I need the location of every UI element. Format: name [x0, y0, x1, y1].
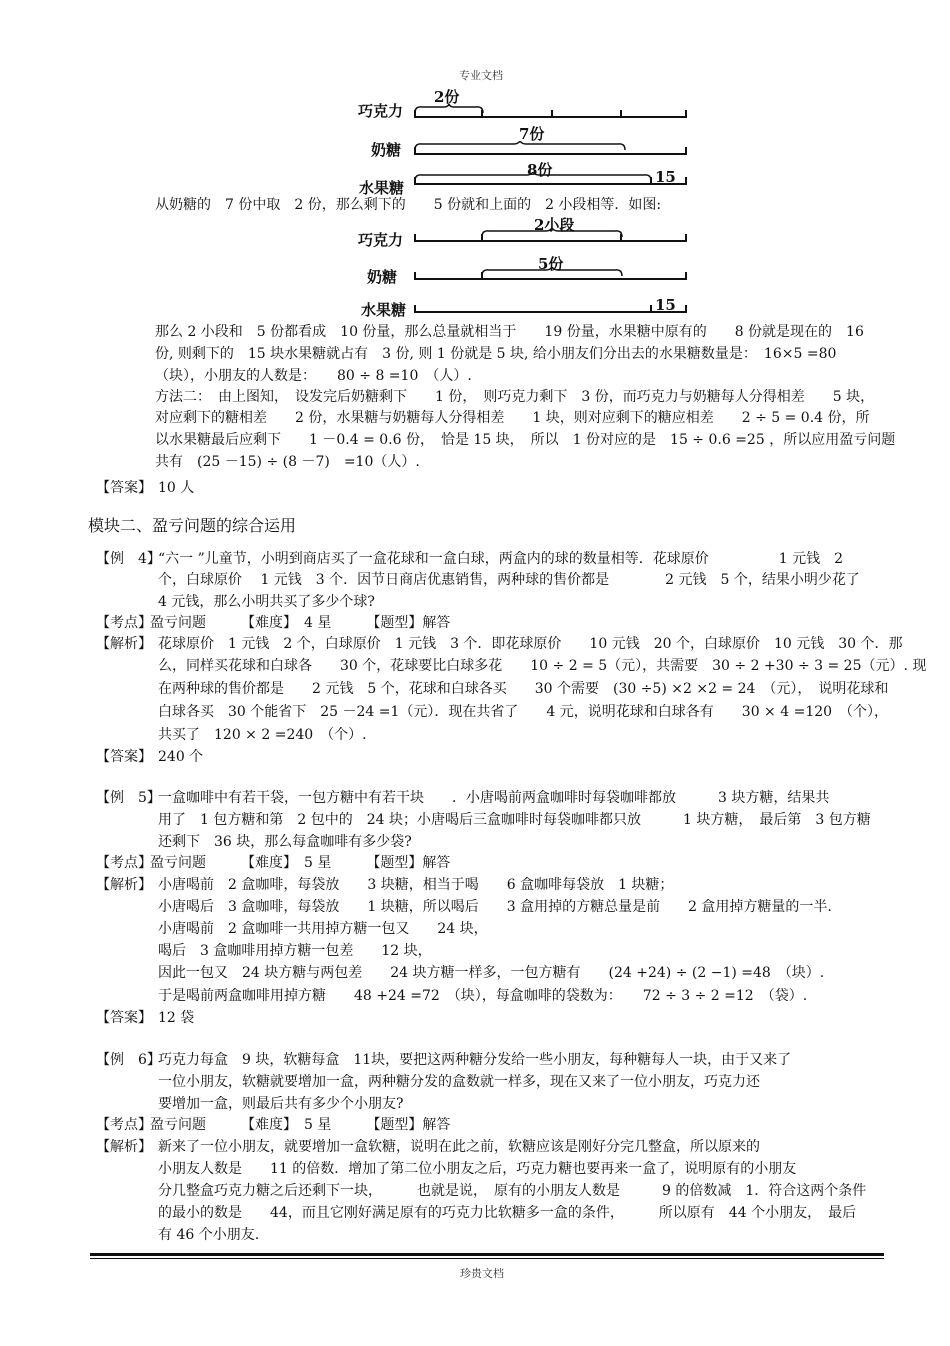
- example4-question-line: “六一 ”儿童节，小明到商店买了一盒花球和一盒白球，两盒内的球的数量相等．花球原价 1 元钱 2: [158, 551, 844, 567]
- analysis-line: （块），小朋友的人数是： 80 ÷ 8 =10 （人）.: [155, 368, 472, 384]
- page-footer: 珍贵文档: [460, 1267, 504, 1280]
- example6-analysis-line: 新来了一位小朋友，就要增加一盒软糖，说明在此之前，软糖应该是刚好分完几整盒，所以原来的: [158, 1139, 760, 1155]
- example4-meta-tag: 【考点】: [96, 615, 152, 631]
- toffee-segment-line-2: [414, 278, 686, 280]
- example5-question-line: 还剩下 36 块，那么每盒咖啡有多少袋?: [158, 834, 412, 850]
- example6-meta: 盈亏问题 【难度】 5 星 【题型】解答: [150, 1117, 451, 1133]
- segment-tick: [414, 234, 416, 242]
- example5-analysis-line: 于是喝前两盒咖啡用掉方糖 48 +24 =72 （块），每盒咖啡的袋数为： 72 ÷ 3 ÷ 2 =12 （袋）.: [158, 988, 808, 1004]
- page-header: 专业文档: [459, 69, 503, 82]
- paragraph-intro: 从奶糖的 7 份中取 2 份，那么剩下的 5 份就和上面的 2 小段相等．如图:: [155, 197, 662, 213]
- example4-question-line: 个，白球原价 1 元钱 3 个．因节日商店优惠销售，两种球的售价都是 2 元钱 5 个，结果小明少花了: [158, 572, 860, 588]
- example6-question-line: 一位小朋友，软糖就要增加一盒，两种糖分发的盒数就一样多，现在又来了一位小朋友，巧克力还: [158, 1074, 760, 1090]
- example4-analysis-line: 共买了 120 × 2 =240 （个）.: [158, 727, 367, 743]
- example5-meta: 盈亏问题 【难度】 5 星 【题型】解答: [150, 855, 451, 871]
- example4-meta: 盈亏问题 【难度】 4 星 【题型】解答: [150, 615, 451, 631]
- analysis-line: 份, 则剩下的 15 块水果糖就占有 3 份, 则 1 份就是 5 块, 给小朋友们分出去的水果糖数量是： 16×5 =80: [155, 346, 837, 362]
- segment-tick: [685, 110, 687, 118]
- example6-analysis-line: 分几整盒巧克力糖之后还剩下一块， 也就是说， 原有的小朋友人数是 9 的倍数减 1．符合这两个条件: [158, 1183, 867, 1199]
- example6-question-line: 要增加一盒，则最后共有多少个小朋友?: [158, 1096, 404, 1112]
- segment-tick: [685, 177, 687, 185]
- diagram1-label-chocolate: 巧克力: [358, 102, 404, 120]
- example4-analysis-tag: 【解析】: [96, 636, 152, 652]
- example6-analysis-line: 的最小的数是 44，而且它刚好满足原有的巧克力比软糖多一盒的条件， 所以原有 44 个小朋友， 最后: [158, 1205, 857, 1221]
- segment-tick: [685, 272, 687, 280]
- example5-tag: 【例 5】: [96, 790, 161, 806]
- segment-tick: [685, 234, 687, 242]
- example5-answer-tag: 【答案】: [96, 1010, 152, 1026]
- example5-question-line: 一盒咖啡中有若干袋，一包方糖中有若干块 ．小唐喝前两盒咖啡时每袋咖啡都放 3 块方糖，结果共: [158, 790, 830, 806]
- answer-tag: 【答案】: [96, 480, 152, 496]
- example5-analysis-line: 小唐喝后 3 盒咖啡，每袋放 1 块糖，所以喝后 3 盒用掉的方糖总量是前 2 盒用掉方糖量的一半.: [158, 899, 832, 915]
- example5-analysis-line: 小唐喝前 2 盒咖啡，每袋放 3 块糖，相当于喝 6 盒咖啡每袋放 1 块糖；: [158, 877, 674, 893]
- brace-label-2-parts: 2份: [434, 88, 460, 106]
- example4-analysis-line: 么，同样买花球和白球各 30 个，花球要比白球多花 10 ÷ 2 = 5（元），共需要 30 ÷ 2 +30 ÷ 3 = 25（元）. 现: [158, 658, 927, 674]
- diagram2-label-chocolate: 巧克力: [358, 231, 404, 249]
- toffee-segment-line: [414, 153, 686, 155]
- example4-answer: 240 个: [158, 749, 204, 765]
- example5-analysis-line: 喝后 3 盒咖啡用掉方糖一包差 12 块，: [158, 943, 432, 959]
- example6-meta-tag: 【考点】: [96, 1117, 152, 1133]
- example4-answer-tag: 【答案】: [96, 749, 152, 765]
- module-title: 模块二、盈亏问题的综合运用: [88, 516, 297, 535]
- brace-label-8-parts: 8份: [527, 161, 553, 179]
- footer-rule-thick: [90, 1253, 884, 1256]
- diagram1-label-toffee: 奶糖: [371, 141, 402, 159]
- example5-meta-tag: 【考点】: [96, 855, 152, 871]
- remaining-15-label: 15: [655, 168, 676, 186]
- analysis-line: 以水果糖最后应剩下 1 －0.4 = 0.6 份， 恰是 15 块， 所以 1 份对应的是 15 ÷ 0.6 =25 ，所以应用盈亏问题: [155, 432, 896, 448]
- brace-8-parts: [414, 172, 652, 182]
- brace-label-7-parts: 7份: [519, 125, 545, 143]
- example5-analysis-tag: 【解析】: [96, 877, 152, 893]
- fruit-candy-segment-line-2: [414, 311, 686, 313]
- example4-analysis-line: 在两种球的售价都是 2 元钱 5 个，花球和白球各买 30 个需要 (30 ÷5) ×2 ×2 = 24 （元）， 说明花球和: [158, 681, 889, 697]
- example5-analysis-line: 小唐喝前 2 盒咖啡一共用掉方糖一包又 24 块，: [158, 921, 488, 937]
- diagram1-label-fruit-candy: 水果糖: [359, 179, 405, 197]
- segment-tick: [414, 305, 416, 313]
- analysis-line: 对应剩下的糖相差 2 份，水果糖与奶糖每人分得相差 1 块，则对应剩下的糖应相差 2 ÷ 5 = 0.4 份，所: [155, 410, 870, 426]
- analysis-line: 共有 (25 －15) ÷ (8 －7) =10（人）.: [155, 454, 420, 470]
- segment-tick: [685, 305, 687, 313]
- remaining-15-label-2: 15: [655, 296, 676, 314]
- segment-tick: [685, 147, 687, 155]
- diagram2-label-toffee: 奶糖: [367, 268, 398, 286]
- example6-analysis-line: 有 46 个小朋友.: [158, 1227, 260, 1243]
- brace-7-parts: [414, 141, 626, 151]
- brace-label-5-parts: 5份: [538, 255, 564, 273]
- brace-label-2-small-segments: 2小段: [534, 216, 575, 234]
- segment-tick: [620, 110, 622, 118]
- example6-analysis-tag: 【解析】: [96, 1139, 152, 1155]
- chocolate-segment-line: [414, 116, 686, 118]
- segment-tick: [551, 110, 553, 118]
- example4-question-line: 4 元钱，那么小明共买了多少个球?: [158, 594, 375, 610]
- brace-2-small-segments: [481, 228, 623, 238]
- chocolate-segment-line-2: [414, 240, 686, 242]
- example6-tag: 【例 6】: [96, 1052, 161, 1068]
- example4-analysis-line: 白球各买 30 个能省下 25 －24 =1（元）．现在共省了 4 元，说明花球和白球各有 30 × 4 =120 （个），: [158, 704, 889, 720]
- segment-tick: [414, 272, 416, 280]
- brace-2-parts: [414, 104, 484, 114]
- answer-text: 10 人: [158, 480, 195, 496]
- analysis-line: 那么 2 小段和 5 份都看成 10 份量，那么总量就相当于 19 份量，水果糖中原有的 8 份就是现在的 16: [155, 324, 864, 340]
- example4-analysis-line: 花球原价 1 元钱 2 个，白球原价 1 元钱 3 个．即花球原价 10 元钱 20 个，白球原价 10 元钱 30 个．那: [158, 636, 903, 652]
- footer-rule-thin: [90, 1258, 884, 1259]
- diagram2-label-fruit-candy: 水果糖: [361, 301, 407, 319]
- example5-analysis-line: 因此一包又 24 块方糖与两包差 24 块方糖一样多，一包方糖有 (24 +24) ÷ (2 −1) =48 （块）.: [158, 965, 825, 981]
- example6-question-line: 巧克力每盒 9 块，软糖每盒 11块，要把这两种糖分发给一些小朋友，每种糖每人一块，由于又来了: [158, 1052, 792, 1068]
- segment-tick: [650, 305, 652, 313]
- brace-5-parts: [481, 267, 623, 277]
- example6-analysis-line: 小朋友人数是 11 的倍数．增加了第二位小朋友之后，巧克力糖也要再来一盒了，说明原有的小朋友: [158, 1161, 797, 1177]
- fruit-candy-segment-line: [414, 183, 686, 185]
- example4-tag: 【例 4】: [96, 551, 161, 567]
- example5-question-line: 用了 1 包方糖和第 2 包中的 24 块；小唐喝后三盒咖啡时每袋咖啡都只放 1 块方糖， 最后第 3 包方糖: [158, 812, 871, 828]
- analysis-line: 方法二： 由上图知， 设发完后奶糖剩下 1 份， 则巧克力剩下 3 份，而巧克力与奶糖每人分得相差 5 块，: [155, 389, 875, 405]
- example5-answer: 12 袋: [158, 1010, 195, 1026]
